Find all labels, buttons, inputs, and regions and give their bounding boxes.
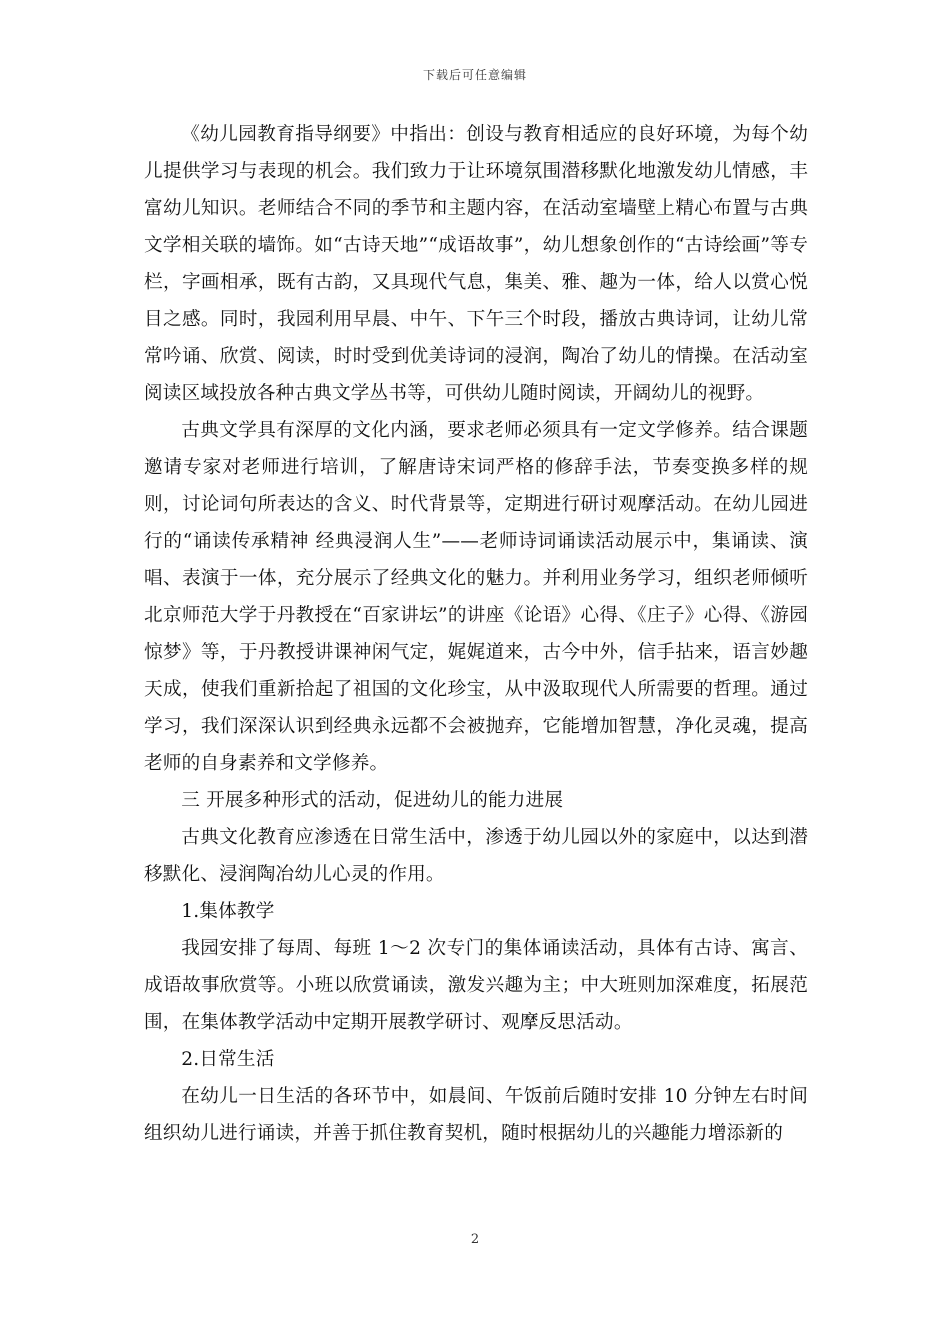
- document-body: [144, 116, 808, 1152]
- subheading-collective-teaching: 1.集体教学: [181, 901, 275, 922]
- paragraph-collective-teaching: 我园安排了每周、每班 1～2 次专门的集体诵读活动，具体有古诗、寓言、成语故事欣赏等。小班以欣赏诵读，激发兴趣为主；中大班则加深难度，拓展范围，在集体教学活动中定期开展教学研讨、观摩反思活动。: [144, 938, 808, 1033]
- section-heading-activities: 三 开展多种形式的活动，促进幼儿的能力进展: [181, 790, 564, 811]
- paragraph-daily-life-intro: 古典文化教育应渗透在日常生活中，渗透于幼儿园以外的家庭中，以达到潜移默化、浸润陶冶幼儿心灵的作用。: [144, 827, 808, 885]
- subheading-daily-life: 2.日常生活: [181, 1049, 275, 1070]
- paragraph-daily-life: 在幼儿一日生活的各环节中，如晨间、午饭前后随时安排 10 分钟左右时间组织幼儿进行诵读，并善于抓住教育契机，随时根据幼儿的兴趣能力增添新的: [144, 1086, 808, 1144]
- paragraph-teacher-training: 古典文学具有深厚的文化内涵，要求老师必须具有一定文学修养。结合课题邀请专家对老师进行培训，了解唐诗宋词严格的修辞手法，节奏变换多样的规则，讨论词句所表达的含义、时代背景等，定期进行研讨观摩活动。在幼儿园进行的“诵读传承精神 经典浸润人生”——老师诗词诵读活动展示中，集诵读、演唱、表演于一体，充分展示了经典文化的魅力。并利用业务学习，组织老师倾听北京师范大学于丹教授在“百家讲坛”的讲座《论语》心得、《庄子》心得、《游园惊梦》等，于丹教授讲课神闲气定，娓娓道来，古今中外，信手拈来，语言妙趣天成，使我们重新拾起了祖国的文化珍宝，从中汲取现代人所需要的哲理。通过学习，我们深深认识到经典永远都不会被抛弃，它能增加智慧，净化灵魂，提高老师的自身素养和文学修养。: [144, 420, 808, 774]
- paragraph-environment: 《幼儿园教育指导纲要》中指出：创设与教育相适应的良好环境，为每个幼儿提供学习与表现的机会。我们致力于让环境氛围潜移默化地激发幼儿情感，丰富幼儿知识。老师结合不同的季节和主题内容，在活动室墙壁上精心布置与古典文学相关联的墙饰。如“古诗天地”“成语故事”，幼儿想象创作的“古诗绘画”等专栏，字画相承，既有古韵，又具现代气息，集美、雅、趣为一体，给人以赏心悦目之感。同时，我园利用早晨、中午、下午三个时段，播放古典诗词，让幼儿常常吟诵、欣赏、阅读，时时受到优美诗词的浸润，陶冶了幼儿的情操。在活动室阅读区域投放各种古典文学丛书等，可供幼儿随时阅读，开阔幼儿的视野。: [144, 124, 808, 404]
- page-header: 下载后可任意编辑: [422, 68, 527, 82]
- page-number: 2: [470, 1232, 480, 1247]
